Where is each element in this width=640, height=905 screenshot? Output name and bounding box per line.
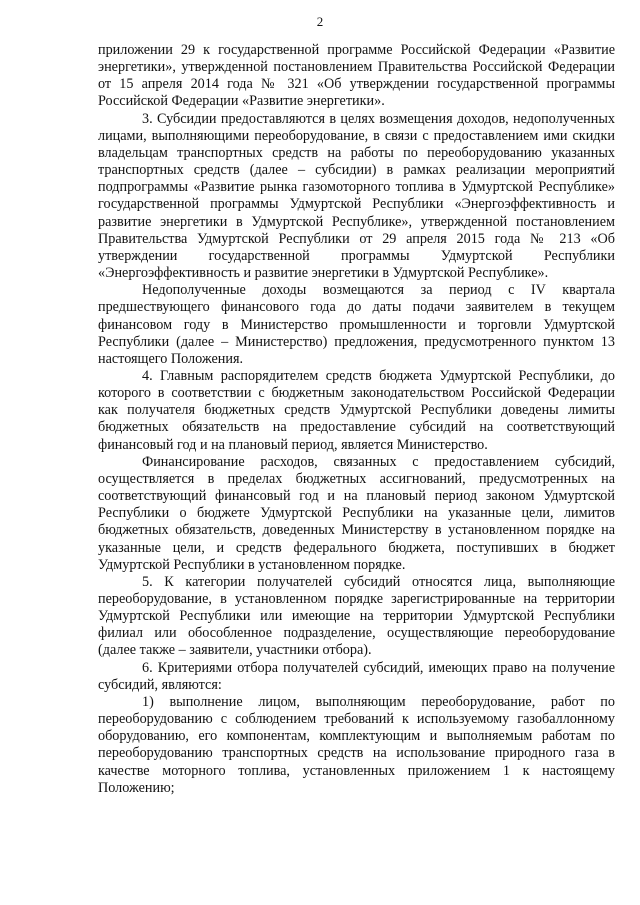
document-body xyxy=(98,42,615,797)
paragraph-item-3: 3. Субсидии предоставляются в целях возмещения доходов, недополученных лицами, выполняющими переоборудование, в связи с предоставлением ими скидки владельцам транспортных средств на работы по переоборудованию указанных транспортных средств (далее – субсидии) в рамках реализации мероприятий подпрограммы «Развитие рынка газомоторного топлива в Удмуртской Республике» государственной программы Удмуртской Республики «Энергоэффективность и развитие энергетики в Удмуртской Республике», утвержденной постановлением Правительства Удмуртской Республики от 29 апреля 2015 года № 213 «Об утверждении государственной программы Удмуртской Республики «Энергоэффективность и развитие энергетики в Удмуртской Республике». xyxy=(98,110,615,282)
paragraph-lost-income: Недополученные доходы возмещаются за период с IV квартала предшествующего финансового года до даты подачи заявителем в текущем финансовом году в Министерство промышленности и торговли Удмуртской Республики (далее – Министерство) предложения, предусмотренного пунктом 13 настоящего Положения. xyxy=(98,282,615,367)
paragraph-criterion-1: 1) выполнение лицом, выполняющим переоборудование, работ по переоборудованию с соблюдением требований к используемому газобаллонному оборудованию, его компонентам, комплектующим и выполняемым работам по переоборудованию транспортных средств на использование природного газа в качестве моторного топлива, установленных приложением 1 к настоящему Положению; xyxy=(98,693,615,796)
paragraph-item-5: 5. К категории получателей субсидий относятся лица, выполняющие переоборудование, в установленном порядке зарегистрированные на территории Удмуртской Республики или имеющие на территории Удмуртской Республики филиал или обособленное подразделение, осуществляющие переоборудование (далее также – заявители, участники отбора). xyxy=(98,573,615,659)
page-number: 2 xyxy=(316,14,324,29)
paragraph-financing: Финансирование расходов, связанных с предоставлением субсидий, осуществляется в пределах бюджетных ассигнований, предусмотренных на соответствующий финансовый год и на плановый период законом Удмуртской Республики о бюджете Удмуртской Республики на указанные цели, лимитов бюджетных обязательств, доведенных Министерству в установленном порядке на указанные цели, и средств федерального бюджета, поступивших в бюджет Удмуртской Республики в установленном порядке. xyxy=(98,453,615,573)
paragraph-item-6: 6. Критериями отбора получателей субсидий, имеющих право на получение субсидий, являются: xyxy=(98,659,615,693)
paragraph-continuation: приложении 29 к государственной программе Российской Федерации «Развитие энергетики», утвержденной постановлением Правительства Российской Федерации от 15 апреля 2014 года № 321 «Об утверждении государственной программы Российской Федерации «Развитие энергетики». xyxy=(98,42,615,110)
paragraph-item-4: 4. Главным распорядителем средств бюджета Удмуртской Республики, до которого в соответствии с бюджетным законодательством Российской Федерации как получателя бюджетных средств Удмуртской Республики доведены лимиты бюджетных обязательств на предоставление субсидий на соответствующий финансовый год и на плановый период, является Министерство. xyxy=(98,367,615,453)
